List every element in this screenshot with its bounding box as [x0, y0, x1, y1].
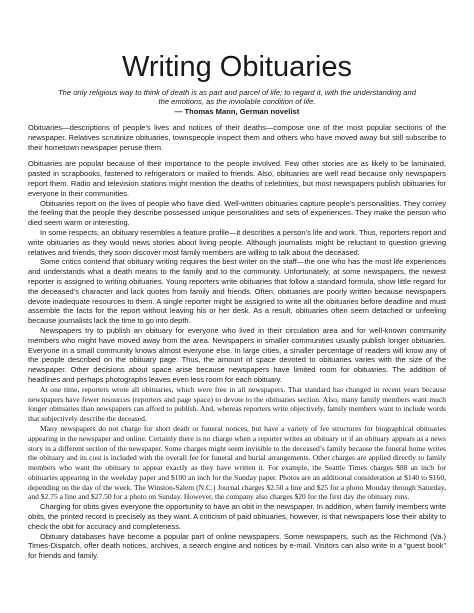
paragraph: Obituaries—descriptions of people’s lives and notices of their deaths—compose one of the most popular sections of the newspaper. Relatives scrutinize obituaries, townspeople inspect them and others who have moved away but still subscribe to their hometown newspaper peruse them. — [28, 123, 446, 152]
article-body — [28, 123, 446, 561]
paragraph: Obituaries report on the lives of people who have died. Well-written obituaries capture people’s personalities. They convey the feeling that the people they describe possessed unique personalities and sets of experiences. They make the person who died seem warm or interesting. — [28, 198, 446, 228]
paragraph: Charging for obits gives everyone the opportunity to have an obit in the newspaper. In addition, when family members write obits, the printed record is precisely as they want. A criticism of paid obituaries, however, is that newspapers lose their ability to check the obit for accuracy and completeness. — [28, 502, 446, 531]
paragraph: Obituaries are popular because of their importance to the people involved. Few other stories are as likely to be laminated, pasted in scrapbooks, fastened to refrigerators or mailed to friends. Also, obituaries are well read because only newspapers report them. Radio and television stations might mention the deaths of celebrities, but most newspapers publish obituaries for everyone in their communities. — [28, 159, 446, 198]
paragraph: At one time, reporters wrote all obituaries, which were free in all newspapers. That standard has changed in recent years because newspapers have fewer resources (reporters and page space) to devote to the obituaries section. Also, many family members want much longer obituaries than newspapers can afford to publish. And, whereas reporters write objectively, family members want to include words that subjectively describe the deceased. — [28, 384, 446, 424]
paragraph: In some respects, an obituary resembles a feature profile—it describes a person’s life and work. Thus, reporters report and write obituaries as they would news stories about living people. Although journalists might be reluctant to question grieving relatives and friends, they soon discover most family members are willing to talk about the deceased. — [28, 227, 446, 257]
epigraph-quote: The only religious way to think of death is as part and parcel of life; to regard it, with the understanding and the emotions, as the inviolable condition of life. — [58, 88, 416, 106]
paragraph-gap — [28, 152, 446, 159]
epigraph-attribution: — Thomas Mann, German novelist — [174, 107, 300, 116]
paragraph: Many newspapers do not charge for short death or funeral notices, but have a variety of fee structures for biographical obituaries appearing in the newspaper and online. Certainly there is no charge when a reporter writes an obituary or if an obituary appears as a news story in a different section of the newspaper. Some charges might seem invisible to the deceased’s family because the funeral home writes the obituary and its cost is included with the overall fee for funeral and burial arrangements. Other charges are applied directly to family members who want the obituary to appear exactly as they have written it. For example, the Seattle Times charges $88 an inch for obituaries appearing in the weekday paper and $100 an inch for the Sunday paper. Photos are an additional consideration at $140 to $160, depending on the day of the week. The Winston-Salem (N.C.) Journal charges $2.50 a line and $25 for a photo Monday through Saturday, and $2.75 a line and $27.50 for a photo on Sunday. However, the company also charges $20 for the first day the obituary runs. — [28, 423, 446, 502]
page-title: Writing Obituaries — [122, 51, 352, 83]
paragraph: Obituary databases have become a popular part of online newspapers. Some newspapers, such as the Richmond (Va.) Times-Dispatch, offer death notices, archives, a search engine and notices by e-mail. Visitors can also write in a “guest book” for friends and family. — [28, 531, 446, 561]
paragraph: Some critics contend that obituary writing requires the best writer on the staff—the one who has the most life experiences and understands what a death means to the family and to the community. Unfortunately, at some newspapers, the newest reporter is assigned to writing obituaries. Young reporters write obituaries that follow a standard formula, show little regard for the deceased’s character and lack quotes from family and friends. Often, obituaries are poorly written because newspapers devote inadequate resources to them. A single reporter might be assigned to write all the obituaries before deadline and must assemble the facts for the report without leaving his or her desk. As a result, obituaries often seem detached or unfeeling because journalists lack the time to go into depth. — [28, 257, 446, 326]
paragraph: Newspapers try to publish an obituary for everyone who lived in their circulation area and for well-known community members who might have moved away from the area. Newspapers in smaller communities usually publish longer obituaries. Everyone in a small community knows almost everyone else. In large cities, a smaller percentage of readers will know any of the people described on the obituary page. Thus, the amount of space devoted to obituaries varies with the size of the newspaper. Other decisions about space arise because newspapers have limited room for obituaries. The addition of headlines and perhaps photographs leaves even less room for each obituary. — [28, 325, 446, 384]
